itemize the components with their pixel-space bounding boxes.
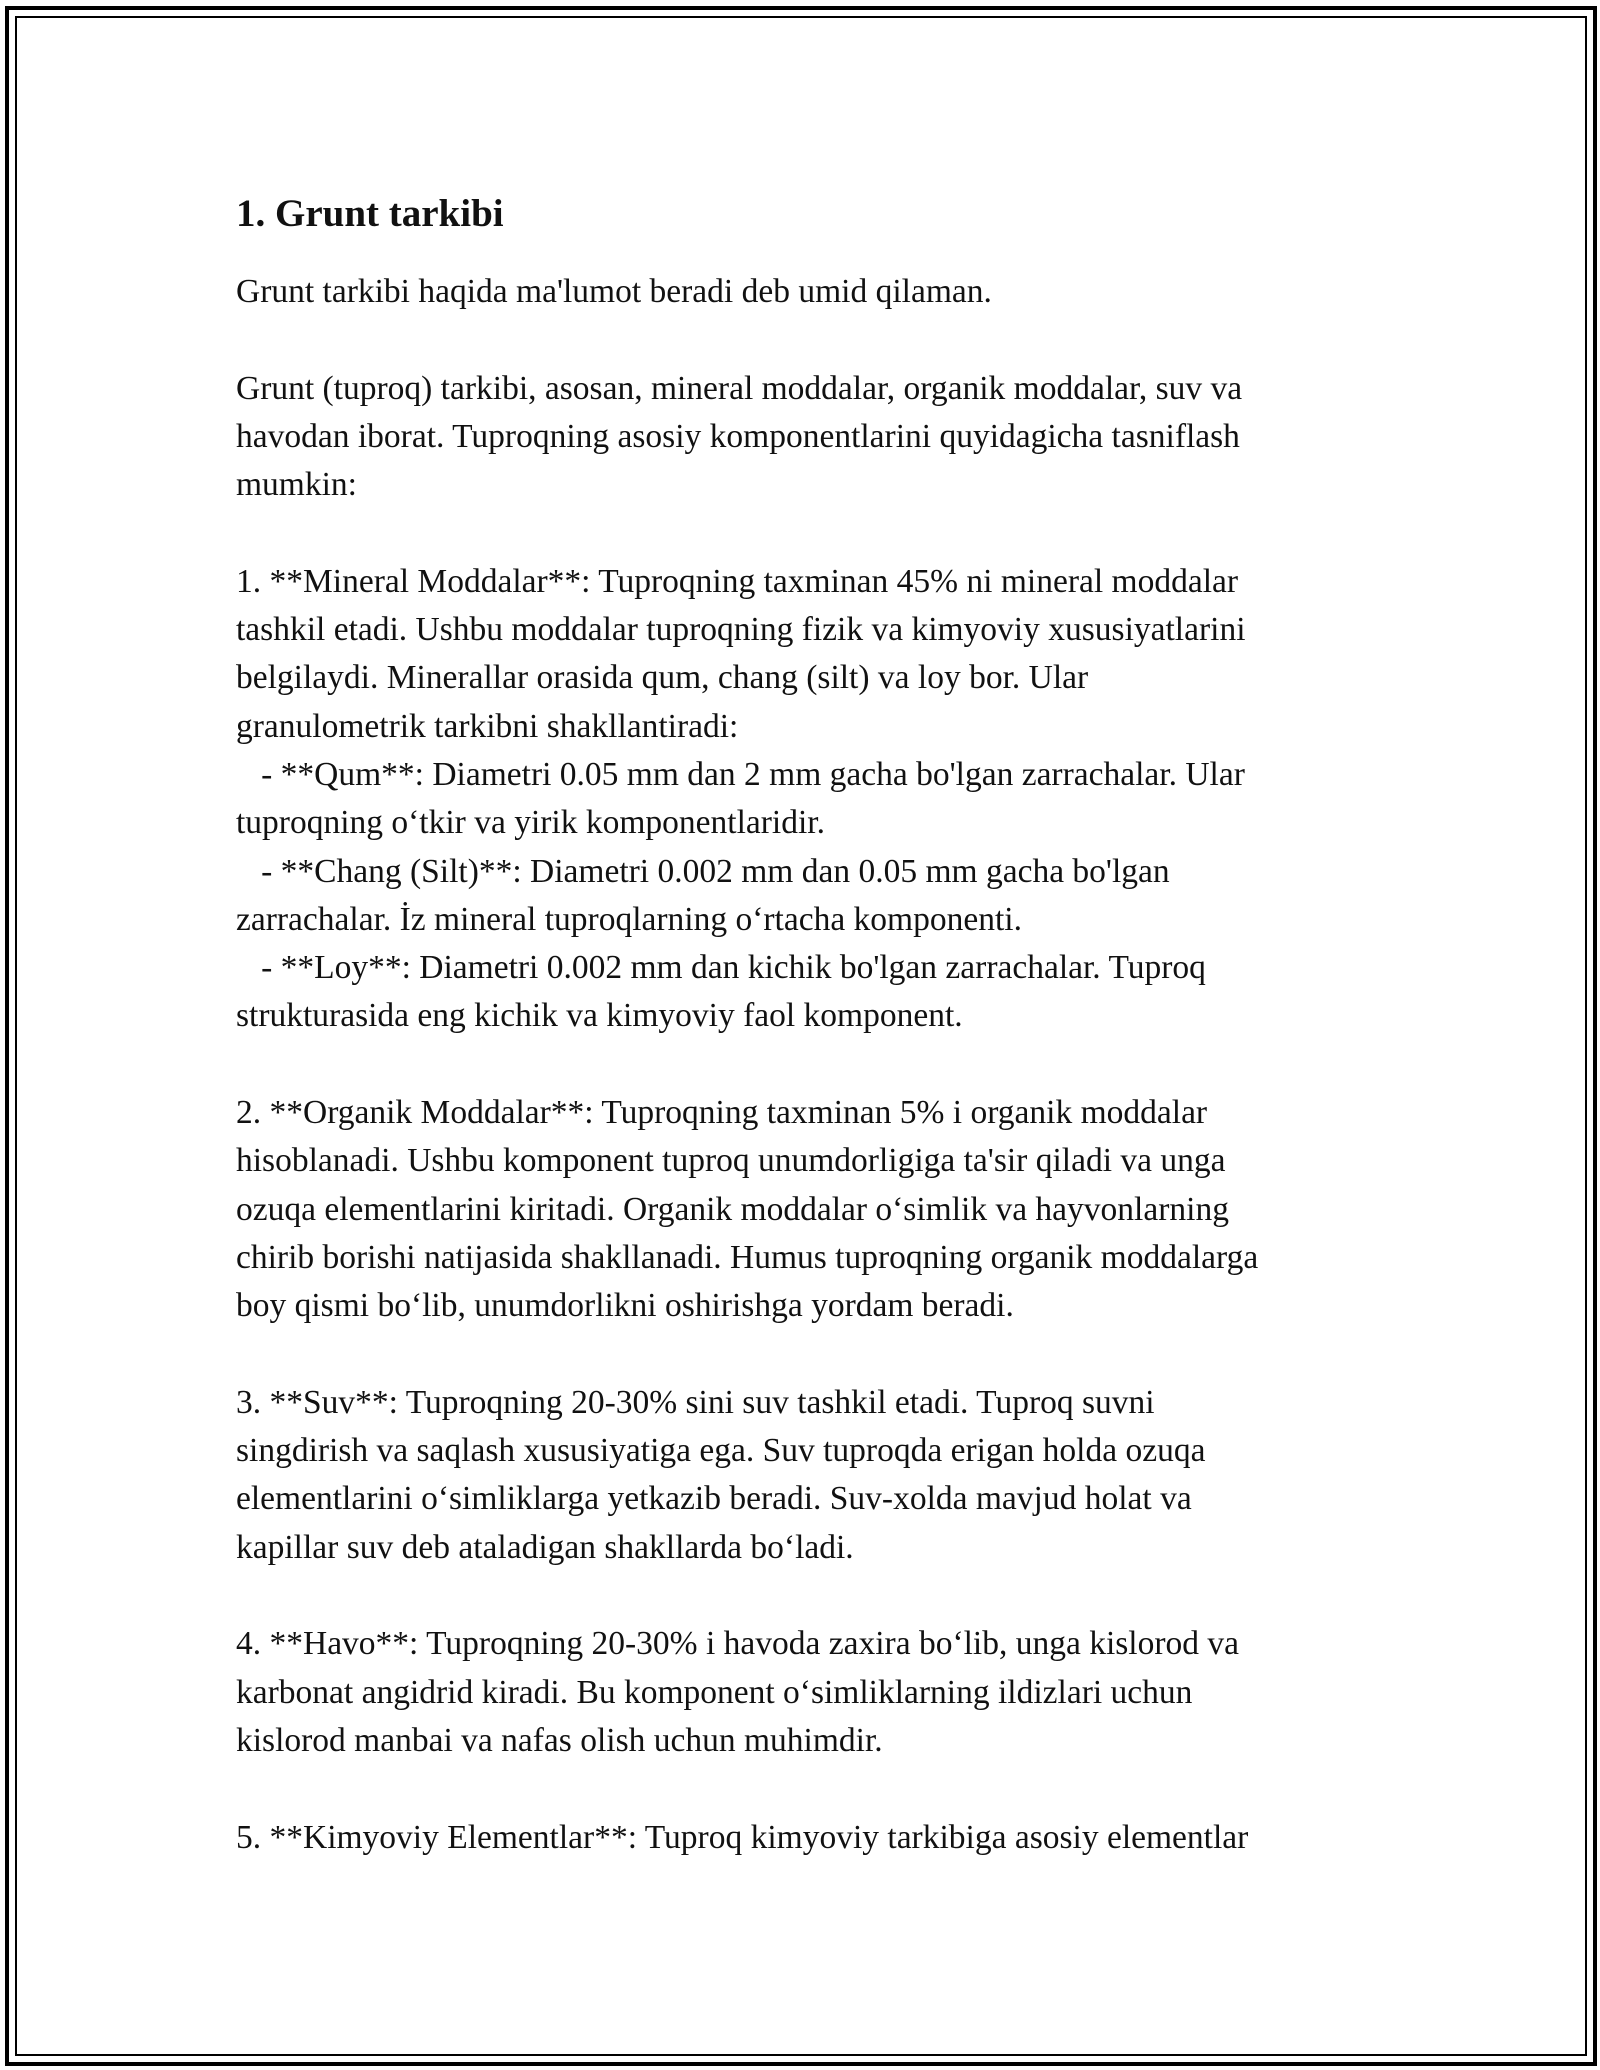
intro-paragraph: Grunt tarkibi haqida ma'lumot beradi deb umid qilaman. <box>236 273 992 310</box>
mineral-paragraph: 1. **Mineral Moddalar**: Tuproqning taxminan 45% ni mineral moddalar tashkil etadi. Ushbu moddalar tuproqning fizik va kimyoviy xususiyatlarini belgilaydi. Minerallar orasida qum, chang (silt) va loy bor. Ular granulometrik tarkibni shakllantiradi: - **Qum**: Diametri 0.05 mm dan 2 mm gacha bo'lgan zarrachalar. Ular tuproqning oʻtkir va yirik komponentlaridir. - **Chang (Silt)**: Diametri 0.002 mm dan 0.05 mm gacha bo'lgan zarrachalar. İz mineral tuproqlarning oʻrtacha komponenti. - **Loy**: Diametri 0.002 mm dan kichik bo'lgan zarrachalar. Tuproq strukturasida eng kichik va kimyoviy faol komponent. <box>236 562 1246 1035</box>
document-body <box>236 186 1376 1910</box>
section-heading: 1. Grunt tarkibi <box>236 192 504 235</box>
chemical-paragraph: 5. **Kimyoviy Elementlar**: Tuproq kimyoviy tarkibiga asosiy elementlar <box>236 1818 1249 1856</box>
air-paragraph: 4. **Havo**: Tuproqning 20-30% i havoda zaxira boʻlib, unga kislorod va karbonat angidrid kiradi. Bu komponent oʻsimliklarning ildizlari uchun kislorod manbai va nafas olish uchun muhimdir. <box>236 1625 1240 1759</box>
organic-paragraph: 2. **Organik Moddalar**: Tuproqning taxminan 5% i organik moddalar hisoblanadi. Ushbu komponent tuproq unumdorligiga ta'sir qiladi va unga ozuqa elementlarini kiritadi. Organik moddalar oʻsimlik va hayvonlarning chirib borishi natijasida shakllanadi. Humus tuproqning organik moddalarga boy qismi boʻlib, unumdorlikni oshirishga yordam beradi. <box>236 1094 1259 1325</box>
overview-paragraph: Grunt (tuproq) tarkibi, asosan, mineral moddalar, organik moddalar, suv va havodan iborat. Tuproqning asosiy komponentlarini quyidagicha tasniflash mumkin: <box>236 369 1243 504</box>
water-paragraph: 3. **Suv**: Tuproqning 20-30% sini suv tashkil etadi. Tuproq suvni singdirish va saqlash xususiyatiga ega. Suv tuproqda erigan holda ozuqa elementlarini oʻsimliklarga yetkazib beradi. Suv-xolda mavjud holat va kapillar suv deb ataladigan shakllarda boʻladi. <box>236 1383 1206 1566</box>
